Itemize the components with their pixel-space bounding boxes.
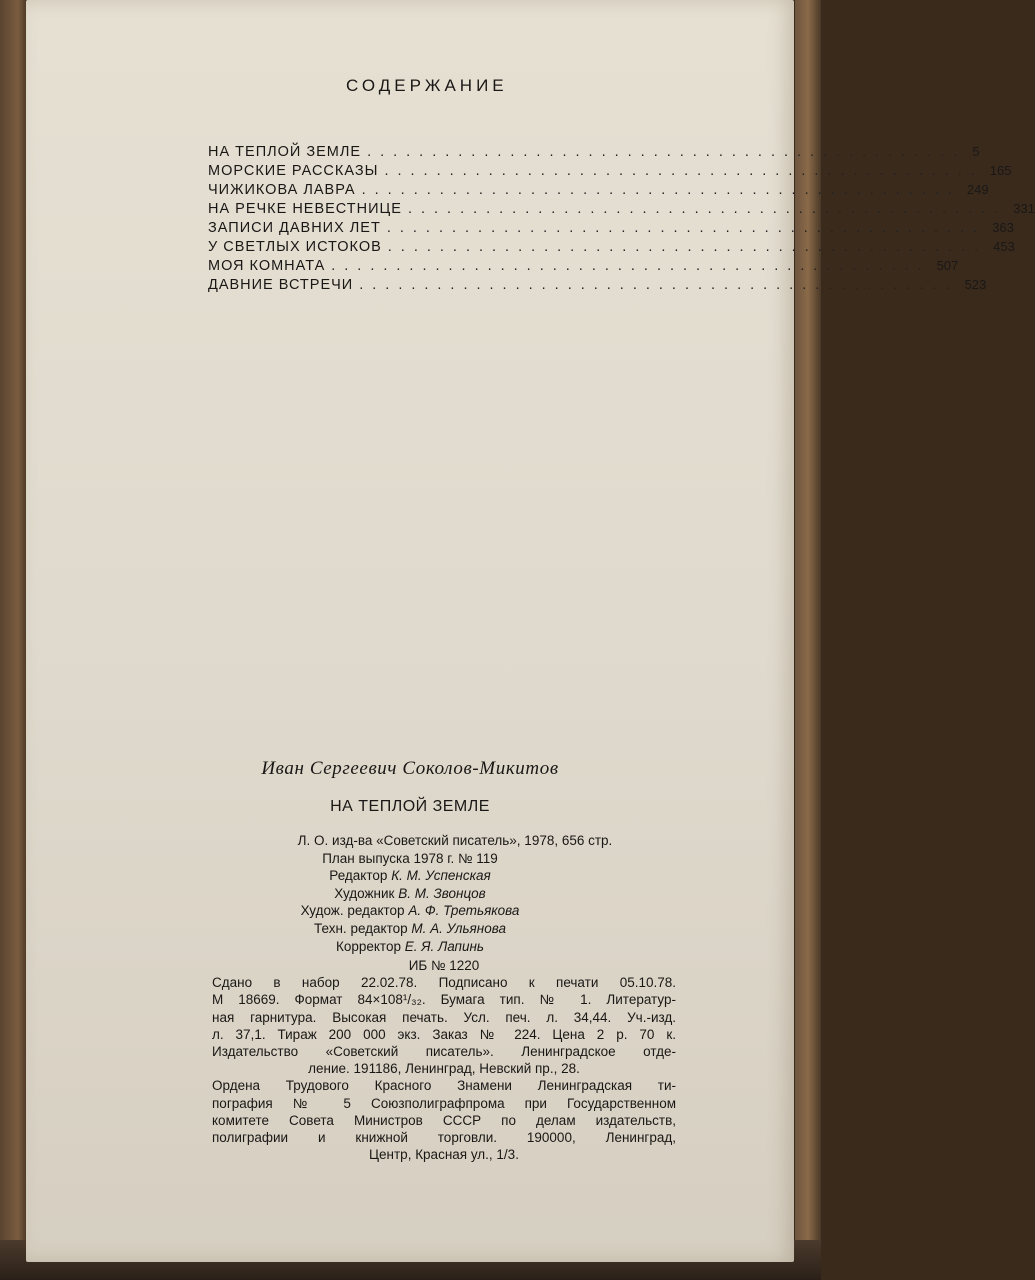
toc-entry — [208, 237, 1015, 256]
imprint-line: комитете Совета Министров СССР по делам издательств, — [212, 1112, 676, 1128]
toc-entry-page: 249 — [966, 182, 989, 197]
proofreader-name: Е. Я. Лапинь — [404, 938, 485, 954]
toc-entry-title: НА РЕЧКЕ НЕВЕСТНИЦЕ — [208, 201, 402, 217]
table-of-contents — [208, 142, 1035, 294]
toc-entry-page: 5 — [972, 144, 980, 159]
toc-entry — [208, 275, 987, 294]
toc-entry-title: НА ТЕПЛОЙ ЗЕМЛЕ — [208, 144, 362, 160]
toc-entry-title: У СВЕТЛЫХ ИСТОКОВ — [208, 239, 382, 255]
toc-leader-dots: .............................................. — [386, 220, 987, 236]
imprint-line: Ордена Трудового Красного Знамени Ленинградская ти- — [212, 1078, 676, 1094]
imprint-block — [212, 957, 676, 1163]
toc-entry — [208, 218, 1014, 237]
toc-entry-title: МОЯ КОМНАТА — [208, 258, 326, 274]
toc-entry-title: ЧИЖИКОВА ЛАВРА — [208, 182, 356, 198]
tech-editor-label: Техн. редактор — [314, 920, 408, 936]
toc-leader-dots: .............................................. — [331, 258, 931, 274]
proofreader-credit — [26, 938, 794, 956]
toc-entry-page: 507 — [936, 258, 959, 273]
imprint-line: Издательство «Советский писатель». Ленинградское отде- — [212, 1044, 676, 1060]
art-editor-name: А. Ф. Третьякова — [408, 903, 520, 919]
imprint-line: л. 37,1. Тираж 200 000 экз. Заказ № 224. Цена 2 р. 70 к. — [212, 1026, 676, 1042]
imprint-line: Сдано в набор 22.02.78. Подписано к печати 05.10.78. — [212, 975, 676, 991]
toc-leader-dots: .............................................. — [367, 144, 967, 160]
toc-entry-title: МОРСКИЕ РАССКАЗЫ — [208, 163, 379, 179]
toc-entry — [208, 199, 1035, 218]
artist-name: В. М. Звонцов — [398, 885, 486, 901]
editor-name: К. М. Успенская — [391, 868, 491, 884]
imprint-line: М 18669. Формат 84×108¹/₃₂. Бумага тип. № 1. Литератур- — [212, 992, 676, 1008]
toc-leader-dots: .............................................. — [361, 182, 961, 198]
publisher-line: Л. О. изд-ва «Советский писатель», 1978, 656 стр. — [297, 833, 613, 848]
toc-entry — [208, 142, 980, 161]
toc-entry — [208, 161, 1012, 180]
toc-entry-page: 331 — [1013, 201, 1035, 216]
imprint-line: ная гарнитура. Высокая печать. Усл. печ. л. 34,44. Уч.-изд. — [212, 1009, 676, 1025]
toc-leader-dots: .............................................. — [387, 239, 988, 255]
imprint-line: полиграфии и книжной торговли. 190000, Ленинград, — [212, 1130, 676, 1146]
toc-entry — [208, 256, 959, 275]
tech-editor-credit — [26, 920, 794, 938]
ib-number: ИБ № 1220 — [408, 958, 480, 973]
editor-credit — [26, 867, 794, 885]
art-editor-label: Худож. редактор — [300, 903, 405, 919]
imprint-line: Центр, Красная ул., 1/3. — [369, 1147, 519, 1163]
imprint-line: ление. 191186, Ленинград, Невский пр., 28. — [308, 1061, 580, 1077]
editor-label: Редактор — [329, 868, 388, 884]
imprint-line: пография № 5 Союзполиграфпрома при Государственном — [212, 1095, 676, 1111]
toc-entry-page: 363 — [992, 220, 1014, 235]
book-page — [26, 0, 1035, 1262]
artist-label: Художник — [334, 885, 395, 901]
toc-entry-title: ДАВНИЕ ВСТРЕЧИ — [208, 277, 354, 293]
artist-credit — [26, 885, 794, 903]
toc-entry-page: 453 — [993, 239, 1015, 254]
toc-entry-title: ЗАПИСИ ДАВНИХ ЛЕТ — [208, 220, 381, 236]
toc-entry-page: 165 — [989, 163, 1012, 178]
credits-block — [26, 832, 794, 955]
toc-leader-dots: .............................................. — [407, 201, 1008, 217]
author-name: Иван Сергеевич Соколов-Микитов — [261, 758, 559, 779]
toc-leader-dots: .............................................. — [384, 163, 984, 179]
toc-entry-page: 523 — [964, 277, 987, 292]
plan-line: План выпуска 1978 г. № 119 — [322, 850, 498, 866]
tech-editor-name: М. А. Ульянова — [411, 920, 506, 936]
art-editor-credit — [26, 902, 794, 920]
contents-heading: СОДЕРЖАНИЕ — [346, 76, 508, 95]
book-title: НА ТЕПЛОЙ ЗЕМЛЕ — [330, 798, 490, 815]
toc-entry — [208, 180, 989, 199]
toc-leader-dots: .............................................. — [359, 277, 959, 293]
proofreader-label: Корректор — [335, 938, 401, 954]
